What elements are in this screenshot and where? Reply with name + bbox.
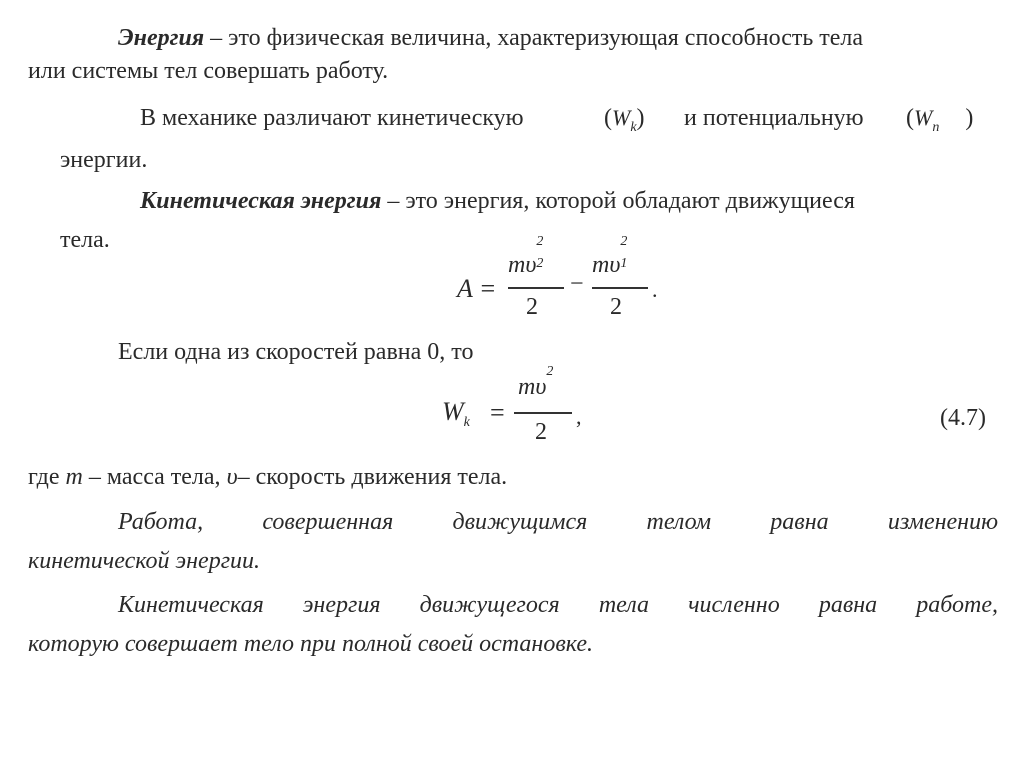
formula2-den: 2 <box>535 419 547 445</box>
para5-a: где <box>28 464 66 490</box>
para1-line1 <box>118 24 978 52</box>
para1-line2: или системы тел совершать работу. <box>28 58 389 84</box>
equation-number: (4.7) <box>940 405 986 431</box>
para2-line2: энергии. <box>60 147 148 173</box>
para2-text-b: и потенциальную <box>684 105 864 131</box>
para2-text-a: В механике различают кинетическую <box>140 105 524 131</box>
para7-line2: которую совершает тело при полной своей остановке. <box>28 631 594 657</box>
formula1-lhs: A = <box>457 274 497 303</box>
para5-v: υ <box>226 464 238 490</box>
num1-m: mυ <box>508 252 537 278</box>
para5-m: m <box>65 464 83 490</box>
formula2-w <box>442 397 470 431</box>
paren-close-2: ) <box>965 105 974 131</box>
paren-open-2: ( <box>906 105 914 131</box>
wk-sub: k <box>630 119 637 135</box>
wk-symbol <box>604 104 645 142</box>
wk-w: W <box>612 105 631 130</box>
num2-sup: 2 <box>620 234 628 249</box>
formula2-eq: = <box>490 398 505 427</box>
para5-c: – скорость движения тела. <box>237 464 508 490</box>
num1-sup: 2 <box>536 234 544 249</box>
fraction-bar-2 <box>592 287 648 289</box>
num2-sub: 1 <box>620 256 628 271</box>
formula1-num1 <box>508 234 544 279</box>
formula1-end: . <box>652 277 658 302</box>
formula2-end: , <box>576 404 582 429</box>
num1-sub: 2 <box>536 256 544 271</box>
para7-line1: Кинетическая энергия движущегося тела численно равна работе, <box>118 592 998 618</box>
term-energy: Энергия <box>118 25 205 51</box>
wp-w: W <box>914 105 933 130</box>
formula1-den2: 2 <box>610 294 622 320</box>
para5-b: – масса тела, <box>82 464 227 490</box>
fraction-bar-1 <box>508 287 564 289</box>
fraction-bar-3 <box>514 412 572 414</box>
wp-sub: п <box>932 119 940 135</box>
formula2-num <box>518 364 554 401</box>
para4: Если одна из скоростей равна 0, то <box>118 339 474 365</box>
paren-open: ( <box>604 105 612 131</box>
para3-line2: тела. <box>60 227 110 253</box>
paren-close: ) <box>636 105 645 131</box>
formula1-minus: − <box>570 271 584 297</box>
para5 <box>28 463 507 491</box>
formula1-num2 <box>592 234 628 279</box>
para3-line1 <box>140 187 855 215</box>
para6-line2: кинетической энергии. <box>28 548 261 574</box>
para1-rest: – это физическая величина, характеризующая способность тела <box>204 25 864 51</box>
wp-symbol <box>906 104 973 142</box>
formula2-sub: k <box>463 415 470 431</box>
para6-line1: Работа, совершенная движущимся телом равна изменению <box>118 509 998 535</box>
formula1-den1: 2 <box>526 294 538 320</box>
formula2-num-sup: 2 <box>546 364 554 379</box>
formula2-W: W <box>442 397 464 426</box>
term-kinetic-energy: Кинетическая энергия <box>140 188 382 214</box>
num2-m: mυ <box>592 252 621 278</box>
formula2-num-m: mυ <box>518 374 547 400</box>
para3-rest: – это энергия, которой обладают движущиеся <box>381 188 855 214</box>
